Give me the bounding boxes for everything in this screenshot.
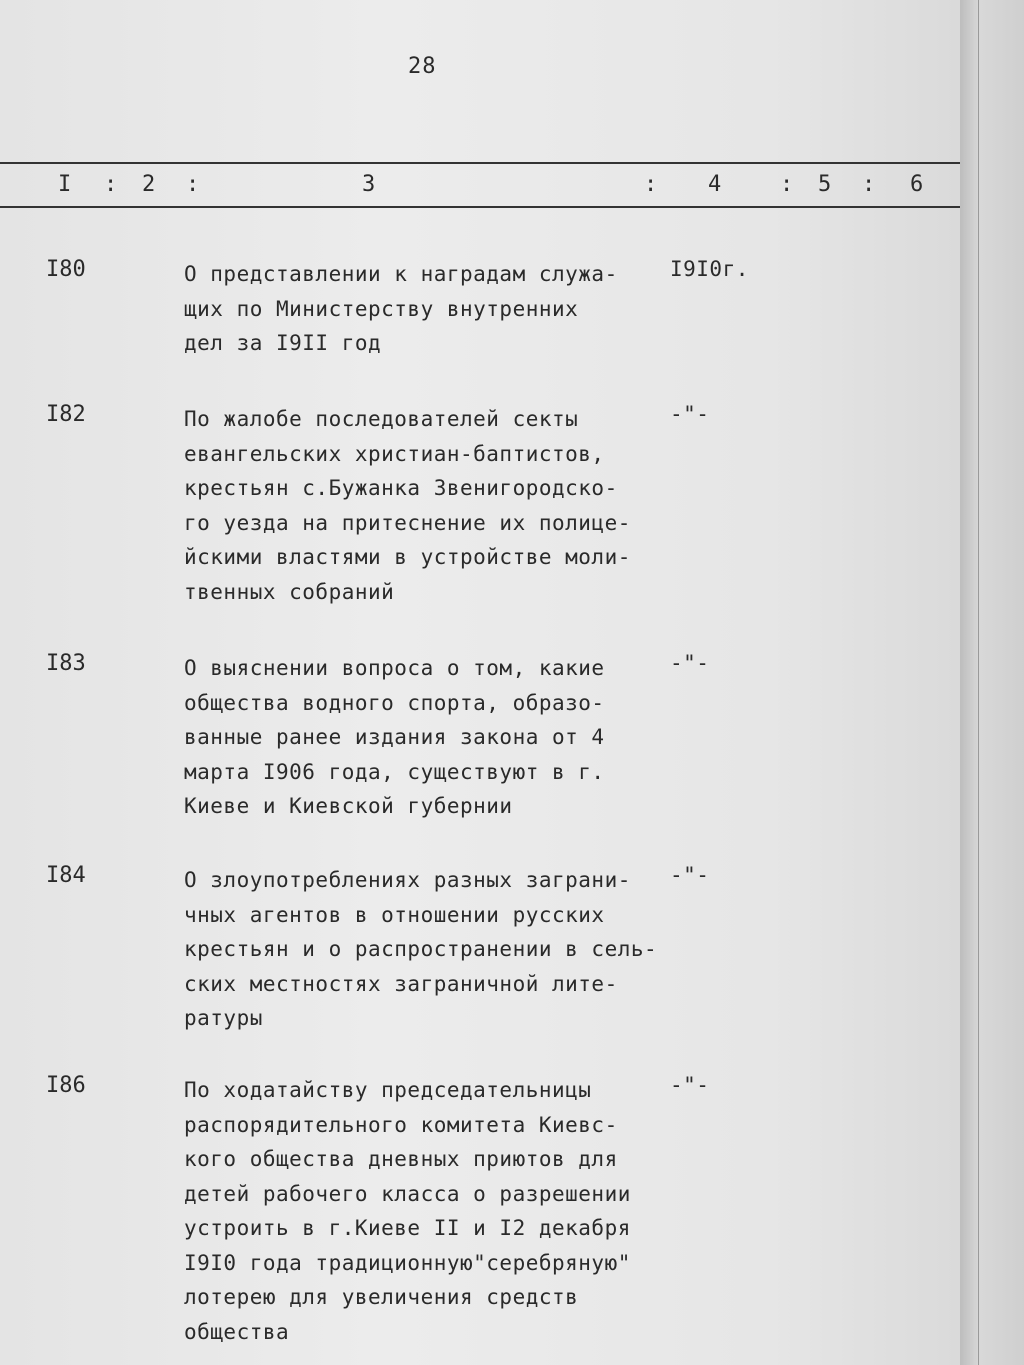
entry-description [184, 1073, 704, 1349]
entry-description [184, 651, 704, 824]
entry-date: -"- [670, 651, 710, 675]
entry-number: I83 [46, 651, 86, 676]
entry-line: крестьян с.Бужанка Звенигородско- [184, 476, 618, 500]
header-bottom-rule [0, 206, 960, 208]
entry-line: кого общества дневных приютов для [184, 1147, 618, 1171]
entry-line: детей рабочего класса о разрешении [184, 1181, 631, 1206]
entry-description [184, 402, 704, 609]
entry-line: ских местностях заграничной лите- [184, 971, 618, 996]
entry-line: I9I0 года традиционную"серебряную" [184, 1250, 631, 1275]
entry-line: ратуры [184, 1006, 263, 1030]
entry-date: -"- [670, 863, 710, 887]
entry-line: По жалобе последователей секты [184, 407, 579, 431]
entry-line: распорядительного комитета Киевс- [184, 1112, 618, 1137]
entry-line: О выяснении вопроса о том, какие [184, 656, 605, 680]
column-header-4: 4 [708, 172, 722, 197]
entry-line: твенных собраний [184, 579, 395, 604]
header-top-rule [0, 162, 960, 164]
entry-number: I82 [46, 402, 86, 427]
entry-line: общества [184, 1319, 290, 1344]
entry-line: чных агентов в отношении русских [184, 902, 605, 927]
column-separator-4: : [780, 172, 794, 197]
page-edge-line [978, 0, 979, 1365]
entry-date: -"- [670, 402, 710, 426]
entry-line: общества водного спорта, образо- [184, 690, 605, 715]
entry-line: О представлении к наградам служа- [184, 262, 618, 286]
entry-description [184, 863, 704, 1036]
column-header-6: 6 [910, 172, 924, 197]
entry-line: марта I906 года, существуют в г. [184, 759, 605, 784]
entry-date: I9I0г. [670, 257, 749, 281]
entry-number: I80 [46, 257, 86, 282]
entry-line: Киеве и Киевской губернии [184, 794, 513, 818]
entry-line: евангельских христиан-баптистов, [184, 441, 605, 466]
entry-line: крестьян и о распространении в сель- [184, 937, 658, 961]
entry-number: I84 [46, 863, 86, 888]
entry-line: дел за I9II год [184, 331, 382, 355]
column-separator-3: : [644, 172, 658, 197]
entry-line: ванные ранее издания закона от 4 [184, 725, 605, 749]
column-header-1: I [58, 172, 72, 197]
column-separator-1: : [104, 172, 118, 197]
entry-description [184, 257, 704, 361]
entry-line: лотерею для увеличения средств [184, 1285, 579, 1309]
entry-number: I86 [46, 1073, 86, 1098]
entry-line: По ходатайству председательницы [184, 1078, 592, 1102]
entry-line: щих по Министерству внутренних [184, 296, 579, 321]
column-header-2: 2 [142, 172, 156, 197]
column-separator-2: : [186, 172, 200, 197]
page-number: 28 [408, 54, 437, 79]
column-separator-5: : [862, 172, 876, 197]
entry-line: О злоупотреблениях разных заграни- [184, 868, 631, 892]
entry-line: устроить в г.Киеве II и I2 декабря [184, 1216, 631, 1240]
column-header-5: 5 [818, 172, 832, 197]
page-edge-background [960, 0, 1024, 1365]
entry-date: -"- [670, 1073, 710, 1097]
entry-line: го уезда на притеснение их полице- [184, 510, 631, 535]
entry-line: йскими властями в устройстве моли- [184, 545, 631, 569]
column-header-3: 3 [362, 172, 376, 197]
